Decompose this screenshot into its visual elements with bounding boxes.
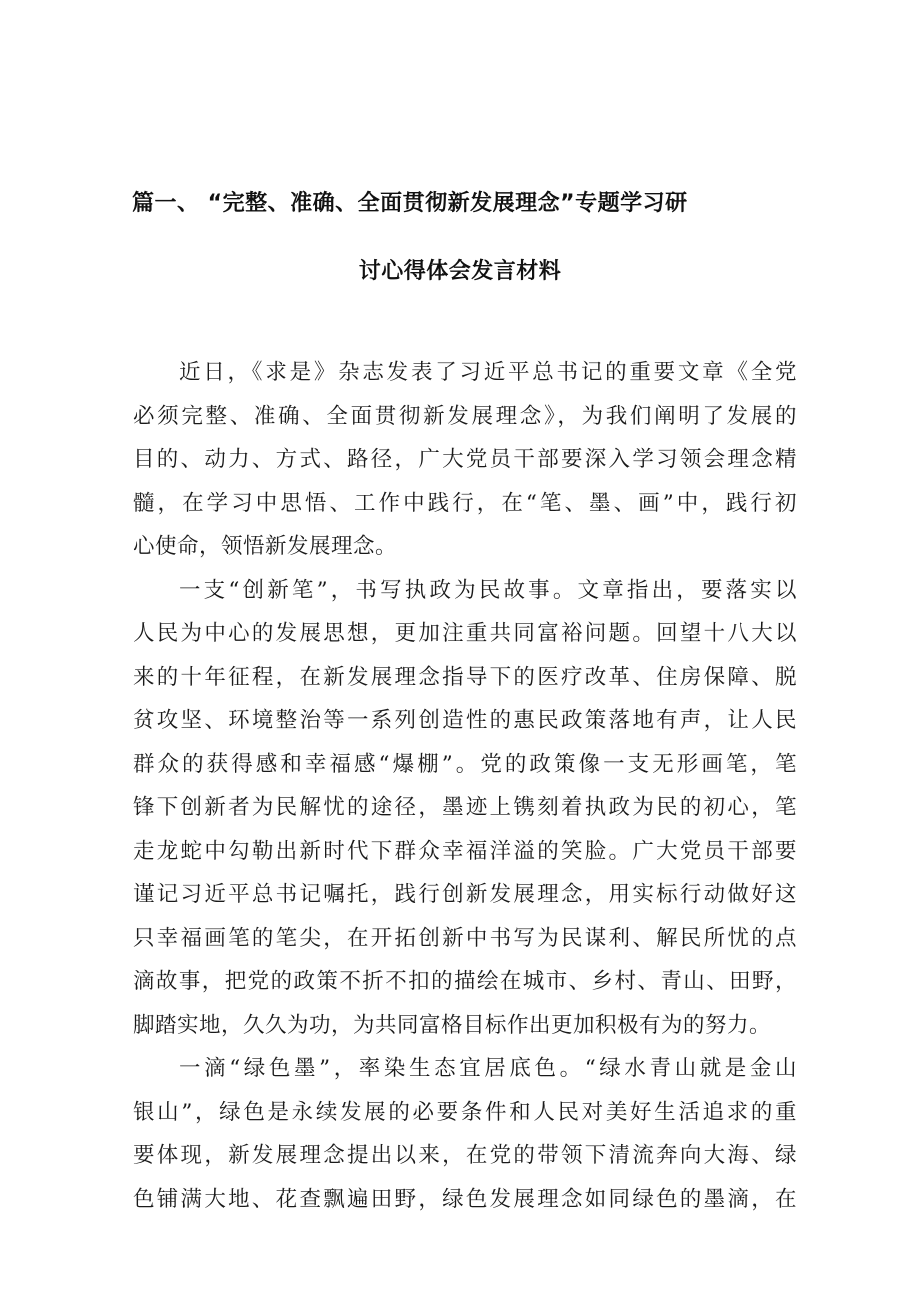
paragraph-2-line-11: 脚踏实地，久久为功，为共同富格目标作出更加积极有为的努力。 bbox=[133, 1012, 772, 1038]
document-title-line-2: 讨心得体会发言材料 bbox=[358, 259, 562, 284]
paragraph-2-line-9: 只幸福画笔的笔尖，在开拓创新中书写为民谋利、解民所忧的点 bbox=[133, 925, 797, 951]
paragraph-2-line-5: 群众的获得感和幸福感“爆棚”。党的政策像一支无形画笔，笔 bbox=[133, 751, 797, 777]
paragraph-2-line-8: 谨记习近平总书记嘱托，践行创新发展理念，用实标行动做好这 bbox=[133, 882, 797, 907]
paragraph-1-line-1: 近日，《求是》杂志发表了习近平总书记的重要文章《全党 bbox=[179, 360, 797, 385]
paragraph-3-line-4: 色铺满大地、花查飘遍田野，绿色发展理念如同绿色的墨滴，在 bbox=[133, 1186, 797, 1212]
paragraph-2-line-10: 滴故事，把党的政策不折不扣的描绘在城市、乡村、青山、田野， bbox=[133, 969, 797, 994]
paragraph-2-line-6: 锋下创新者为民解忧的途径，墨迹上镌刻着执政为民的初心，笔 bbox=[133, 795, 797, 820]
document-body bbox=[133, 351, 797, 1221]
paragraph-2-line-3: 来的十年征程，在新发展理念指导下的医疗改革、住房保障、脱 bbox=[133, 664, 797, 690]
document-title-line-1: 篇一、 “完整、准确、全面贯彻新发展理念”专题学习研 bbox=[132, 191, 688, 216]
paragraph-2-line-4: 贫攻坚、环境整治等一系列创造性的惠民政策落地有声，让人民 bbox=[133, 708, 797, 733]
paragraph-1-line-3: 目的、动力、方式、路径，广大党员干部要深入学习领会理念精 bbox=[133, 447, 797, 472]
paragraph-1-line-5: 心使命，领悟新发展理念。 bbox=[133, 534, 398, 559]
paragraph-2-line-7: 走龙蛇中勾勒出新时代下群众幸福洋溢的笑脸。广大党员干部要 bbox=[133, 838, 797, 864]
paragraph-2-line-2: 人民为中心的发展思想，更加注重共同富裕问题。回望十八大以 bbox=[133, 621, 797, 646]
paragraph-3-line-2: 银山”，绿色是永续发展的必要条件和人民对美好生活追求的重 bbox=[133, 1099, 797, 1125]
paragraph-1-line-2: 必须完整、准确、全面贯彻新发展理念》，为我们阐明了发展的 bbox=[133, 403, 797, 429]
paragraph-2-line-1: 一支“创新笔”，书写执政为民故事。文章指出，要落实以 bbox=[179, 577, 797, 603]
paragraph-1-line-4: 髓，在学习中思悟、工作中践行，在“笔、墨、画”中，践行初 bbox=[133, 490, 797, 516]
paragraph-3-line-1: 一滴“绿色墨”，率染生态宜居底色。“绿水青山就是金山 bbox=[179, 1056, 797, 1081]
paragraph-3-line-3: 要体现，新发展理念提出以来，在党的带领下清流奔向大海、绿 bbox=[133, 1143, 797, 1168]
